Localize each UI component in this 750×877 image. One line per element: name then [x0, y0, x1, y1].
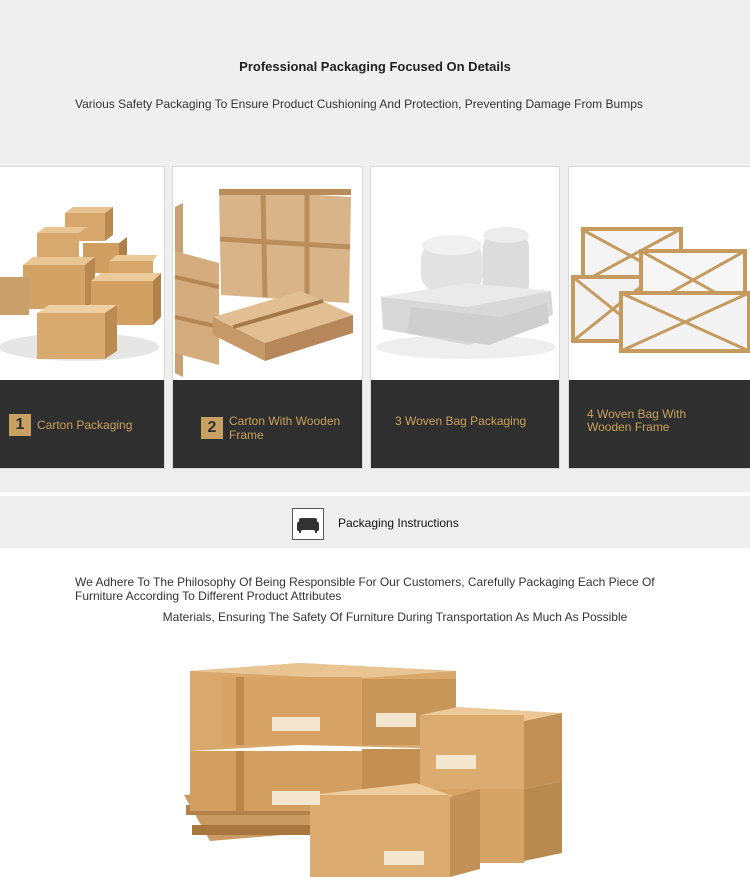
instructions-title: Packaging Instructions	[338, 516, 459, 530]
packaging-card-woven-bag	[370, 166, 560, 469]
caption	[569, 408, 729, 434]
number-badge: 1	[9, 414, 31, 436]
caption-bar	[371, 380, 559, 468]
card-label: Carton With Wooden Frame	[229, 414, 341, 442]
packaging-card-carton	[0, 166, 165, 469]
caption	[371, 414, 559, 428]
pallet-boxes-photo	[180, 655, 570, 877]
number-badge: 2	[201, 417, 223, 439]
woven-bag-photo	[371, 167, 559, 381]
instructions-paragraph-continued: Materials, Ensuring The Safety Of Furniture During Transportation As Much As Possible	[162, 610, 628, 624]
caption-bar	[569, 380, 750, 468]
caption-bar	[173, 380, 362, 468]
card-label: 4 Woven Bag With Wooden Frame	[587, 407, 687, 434]
page-title: Professional Packaging Focused On Details	[239, 59, 511, 74]
page-subtitle: Various Safety Packaging To Ensure Product Cushioning And Protection, Preventing Damage From Bumps	[75, 97, 643, 111]
caption	[0, 414, 164, 436]
caption	[173, 414, 362, 442]
woven-bag-frame-photo	[569, 167, 750, 381]
card-label: 3 Woven Bag Packaging	[395, 414, 527, 428]
card-label: Carton Packaging	[37, 418, 133, 432]
sofa-icon	[292, 508, 324, 540]
carton-packaging-photo	[0, 167, 164, 381]
packaging-card-wooden-frame	[172, 166, 363, 469]
caption-bar	[0, 380, 164, 468]
wooden-frame-photo	[173, 167, 362, 381]
packaging-card-woven-bag-frame	[568, 166, 750, 469]
instructions-paragraph: We Adhere To The Philosophy Of Being Responsible For Our Customers, Carefully Packaging Each Piece Of Furniture According To Different Product Attributes	[75, 575, 655, 603]
